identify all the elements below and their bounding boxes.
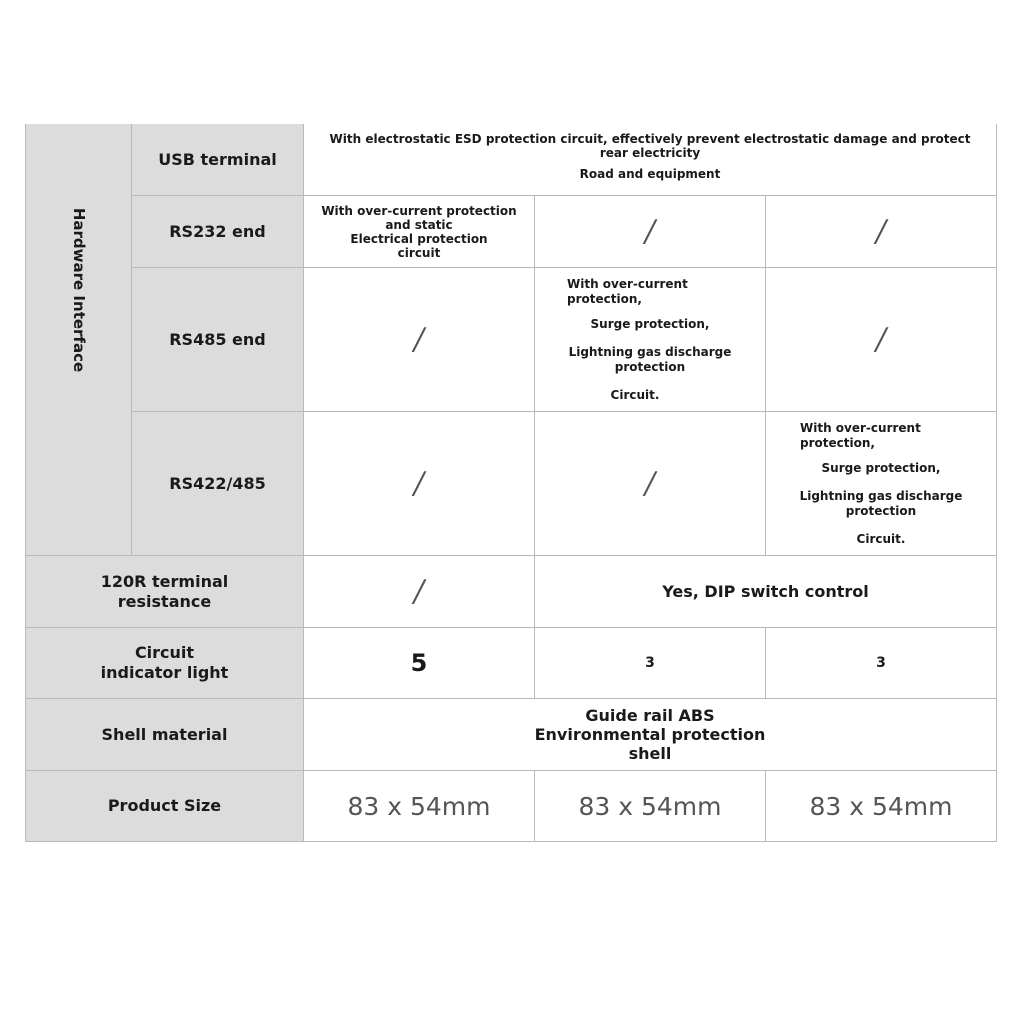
rs232-cell-3: /: [766, 196, 997, 268]
text-line: Lightning gas discharge protection: [799, 488, 963, 518]
rs422-cell-2: /: [535, 412, 766, 556]
usb-desc-b: Road and equipment: [579, 167, 721, 181]
text-line: Lightning gas discharge protection: [568, 344, 732, 374]
indicator-label-text: Circuit indicator light: [100, 643, 229, 682]
table-row: [26, 699, 997, 771]
text-line: Circuit.: [856, 531, 906, 546]
text-line: Circuit.: [610, 387, 660, 402]
size-cell-3: 83 x 54mm: [766, 771, 997, 842]
indicator-label: [26, 628, 304, 699]
rs422-cell-3: [766, 412, 997, 556]
group-cell: [26, 124, 132, 556]
rs232-cell-1: [304, 196, 535, 268]
shell-value: [304, 699, 997, 771]
table-row: [26, 556, 997, 628]
text-line: Electrical protection: [350, 231, 488, 246]
rs485-cell-1: /: [304, 268, 535, 412]
indicator-cell-3: 3: [766, 628, 997, 699]
size-cell-1: 83 x 54mm: [304, 771, 535, 842]
rs232-label: RS232 end: [132, 196, 304, 268]
rs422-cell-1: /: [304, 412, 535, 556]
resistance-cell-1: /: [304, 556, 535, 628]
table-row: [26, 124, 997, 196]
usb-desc-cell: [304, 124, 997, 196]
text-line: circuit: [397, 245, 441, 260]
text-line: and static: [385, 217, 453, 232]
rs422-label: RS422/485: [132, 412, 304, 556]
table-row: [26, 196, 997, 268]
resistance-label-text: 120R terminal resistance: [100, 571, 229, 611]
shell-label: Shell material: [26, 699, 304, 771]
table-row: [26, 628, 997, 699]
text-line: With over-current protection,: [567, 276, 688, 306]
rs485-cell-2: [535, 268, 766, 412]
rs485-cell-3: /: [766, 268, 997, 412]
shell-value-text: Guide rail ABS Environmental protection shell: [534, 706, 766, 763]
usb-label: USB terminal: [132, 124, 304, 196]
indicator-cell-1: 5: [304, 628, 535, 699]
rs232-cell-2: /: [535, 196, 766, 268]
text-line: With over-current protection: [321, 203, 517, 218]
text-line: Surge protection,: [821, 460, 941, 475]
size-label: Product Size: [26, 771, 304, 842]
rs485-label: RS485 end: [132, 268, 304, 412]
size-cell-2: 83 x 54mm: [535, 771, 766, 842]
table-row: [26, 771, 997, 842]
usb-desc-a: With electrostatic ESD protection circuit, effectively prevent electrostatic damage and protect rear electricity: [329, 132, 971, 160]
resistance-label: [26, 556, 304, 628]
indicator-cell-2: 3: [535, 628, 766, 699]
table-row: [26, 412, 997, 556]
table-row: [26, 268, 997, 412]
group-label: Hardware Interface: [69, 207, 88, 373]
spec-table: [25, 124, 997, 842]
text-line: With over-current protection,: [800, 420, 921, 450]
text-line: Surge protection,: [590, 316, 710, 331]
resistance-cell-23: Yes, DIP switch control: [535, 556, 997, 628]
